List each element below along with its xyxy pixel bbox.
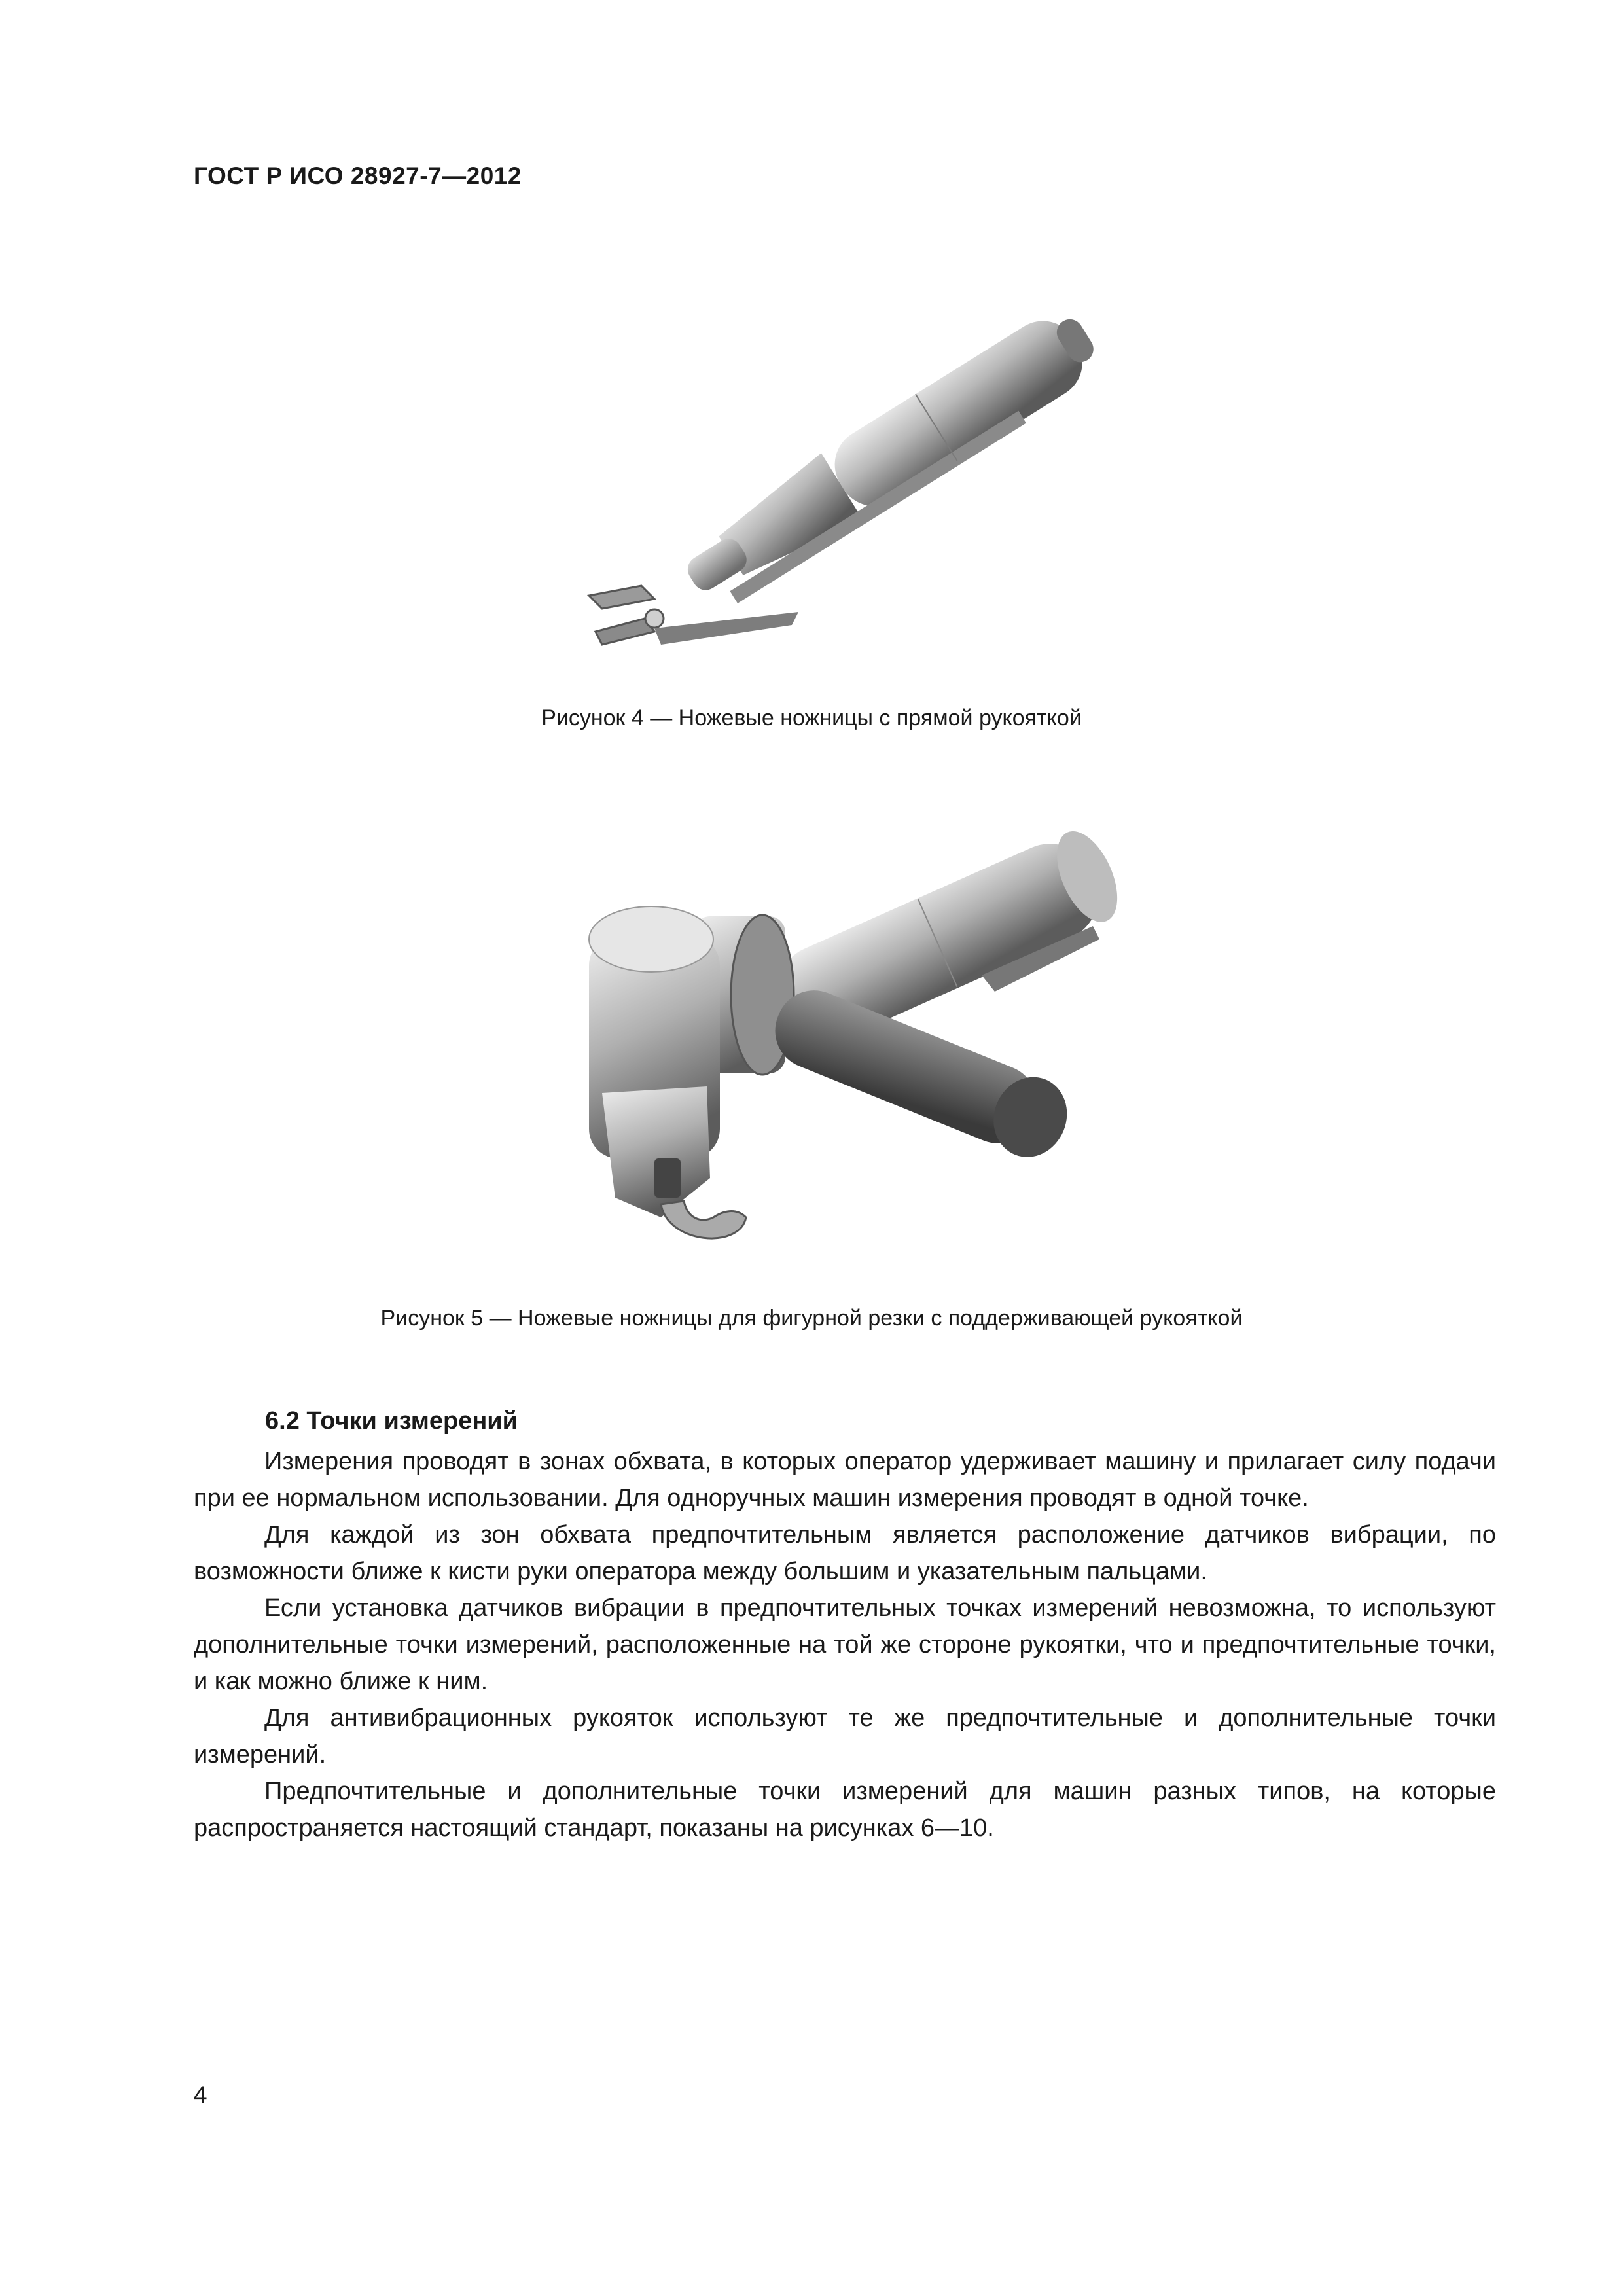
figure-5-image: [576, 831, 1191, 1276]
document-header: ГОСТ Р ИСО 28927-7—2012: [194, 162, 522, 189]
section-title: 6.2 Точки измерений: [265, 1407, 518, 1435]
page-number: 4: [194, 2081, 207, 2108]
figure-5-caption: Рисунок 5 — Ножевые ножницы для фигурной резки с поддерживающей рукояткой: [380, 1306, 1243, 1331]
paragraph-1: Измерения проводят в зонах обхвата, в которых оператор удерживает машину и прилагает силу подачи при ее нормальном использовании. Для одноручных машин измерения проводят в одной точке.: [194, 1448, 1496, 1512]
paragraph-2: Для каждой из зон обхвата предпочтительным является расположение датчиков вибрации, по возможности ближе к кисти руки оператора между большим и указательным пальцами.: [194, 1521, 1496, 1585]
figure-4-image: [563, 288, 1191, 681]
paragraph-3: Если установка датчиков вибрации в предпочтительных точках измерений невозможна, то используют дополнительные точки измерений, расположенные на той же стороне рукоятки, что и предпочтительные точки, и как можно ближе к ним.: [194, 1594, 1496, 1695]
figure-4-caption: Рисунок 4 — Ножевые ножницы с прямой рукояткой: [541, 706, 1082, 730]
section-body: [194, 1443, 1496, 1846]
paragraph-4: Для антивибрационных рукояток используют те же предпочтительные и дополнительные точки измерений.: [194, 1704, 1496, 1768]
paragraph-5: Предпочтительные и дополнительные точки измерений для машин разных типов, на которые распространяется настоящий стандарт, показаны на рисунках 6—10.: [194, 1778, 1496, 1842]
